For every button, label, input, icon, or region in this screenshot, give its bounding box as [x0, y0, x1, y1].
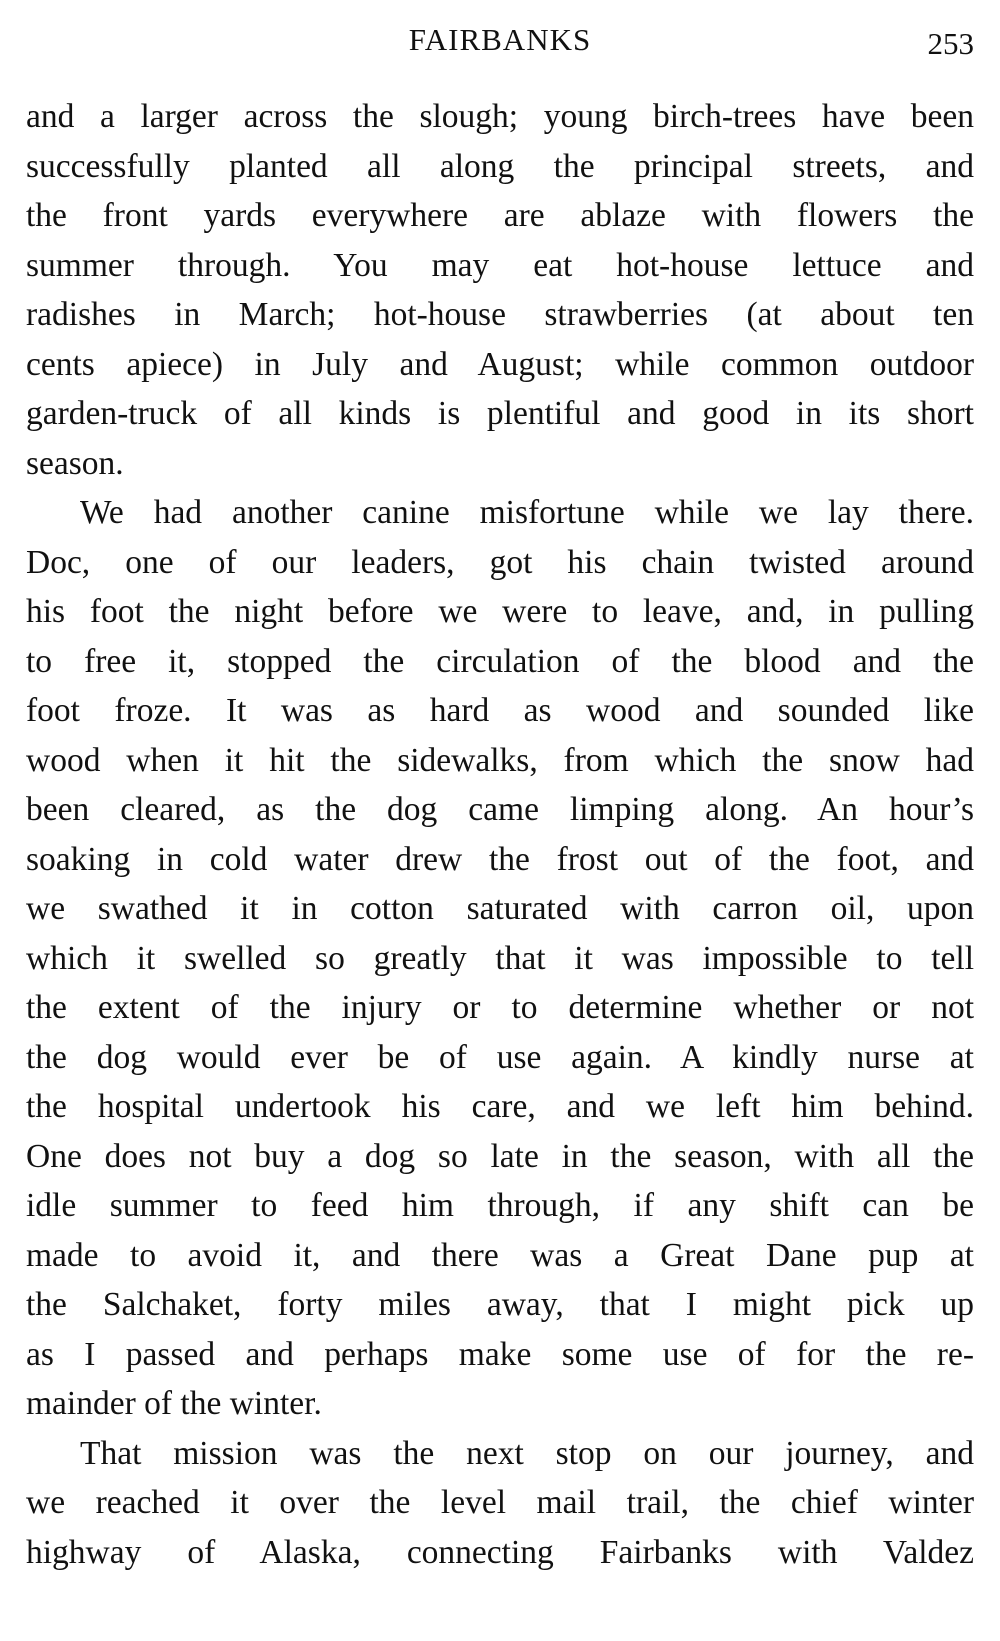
text-line: to free it, stopped the circulation of the blood and the — [26, 642, 974, 680]
text-line: idle summer to feed him through, if any shift can be — [26, 1187, 974, 1224]
running-head — [26, 18, 974, 62]
text-line: the extent of the injury or to determine whether or not — [26, 989, 974, 1026]
text-line: garden-truck of all kinds is plentiful and good in its short — [26, 395, 974, 432]
paragraph-1 — [26, 92, 974, 488]
text-line: wood when it hit the sidewalks, from which the snow had — [26, 741, 974, 779]
text-line: season. — [26, 444, 124, 482]
text-line: mainder of the winter. — [26, 1385, 322, 1422]
paragraph-3 — [26, 1429, 974, 1578]
text-line: as I passed and perhaps make some use of for the re- — [26, 1335, 974, 1373]
text-line: soaking in cold water drew the frost out of the foot, and — [26, 840, 974, 878]
text-line: radishes in March; hot-house strawberries (at about ten — [26, 296, 974, 333]
text-line: made to avoid it, and there was a Great Dane pup at — [26, 1236, 974, 1274]
text-line: the front yards everywhere are ablaze with flowers the — [26, 197, 974, 234]
text-line: Doc, one of our leaders, got his chain twisted around — [26, 543, 974, 581]
running-title: FAIRBANKS — [408, 22, 592, 57]
body-text — [26, 92, 974, 1577]
text-line: summer through. You may eat hot-house lettuce and — [26, 246, 974, 284]
text-line: successfully planted all along the principal streets, and — [26, 147, 974, 185]
text-line: we reached it over the level mail trail, the chief winter — [26, 1484, 974, 1521]
text-line: we swathed it in cotton saturated with carron oil, upon — [26, 890, 974, 927]
text-line: We had another canine misfortune while we lay there. — [80, 494, 974, 531]
text-line: been cleared, as the dog came limping along. An hour’s — [26, 791, 974, 828]
text-line: which it swelled so greatly that it was impossible to tell — [26, 939, 974, 977]
text-line: the Salchaket, forty miles away, that I might pick up — [26, 1286, 974, 1323]
text-line: foot froze. It was as hard as wood and sounded like — [26, 692, 974, 729]
text-line: cents apiece) in July and August; while common outdoor — [26, 345, 974, 383]
page-number: 253 — [927, 26, 974, 61]
text-line: and a larger across the slough; young birch-trees have been — [26, 98, 974, 135]
text-line: his foot the night before we were to leave, and, in pulling — [26, 593, 974, 630]
text-line: the dog would ever be of use again. A kindly nurse at — [26, 1038, 974, 1076]
text-line: the hospital undertook his care, and we left him behind. — [26, 1088, 974, 1125]
paragraph-2 — [26, 488, 974, 1429]
text-line: That mission was the next stop on our journey, and — [80, 1434, 974, 1472]
text-line: highway of Alaska, connecting Fairbanks with Valdez — [26, 1533, 974, 1571]
text-line: One does not buy a dog so late in the season, with all the — [26, 1137, 974, 1175]
